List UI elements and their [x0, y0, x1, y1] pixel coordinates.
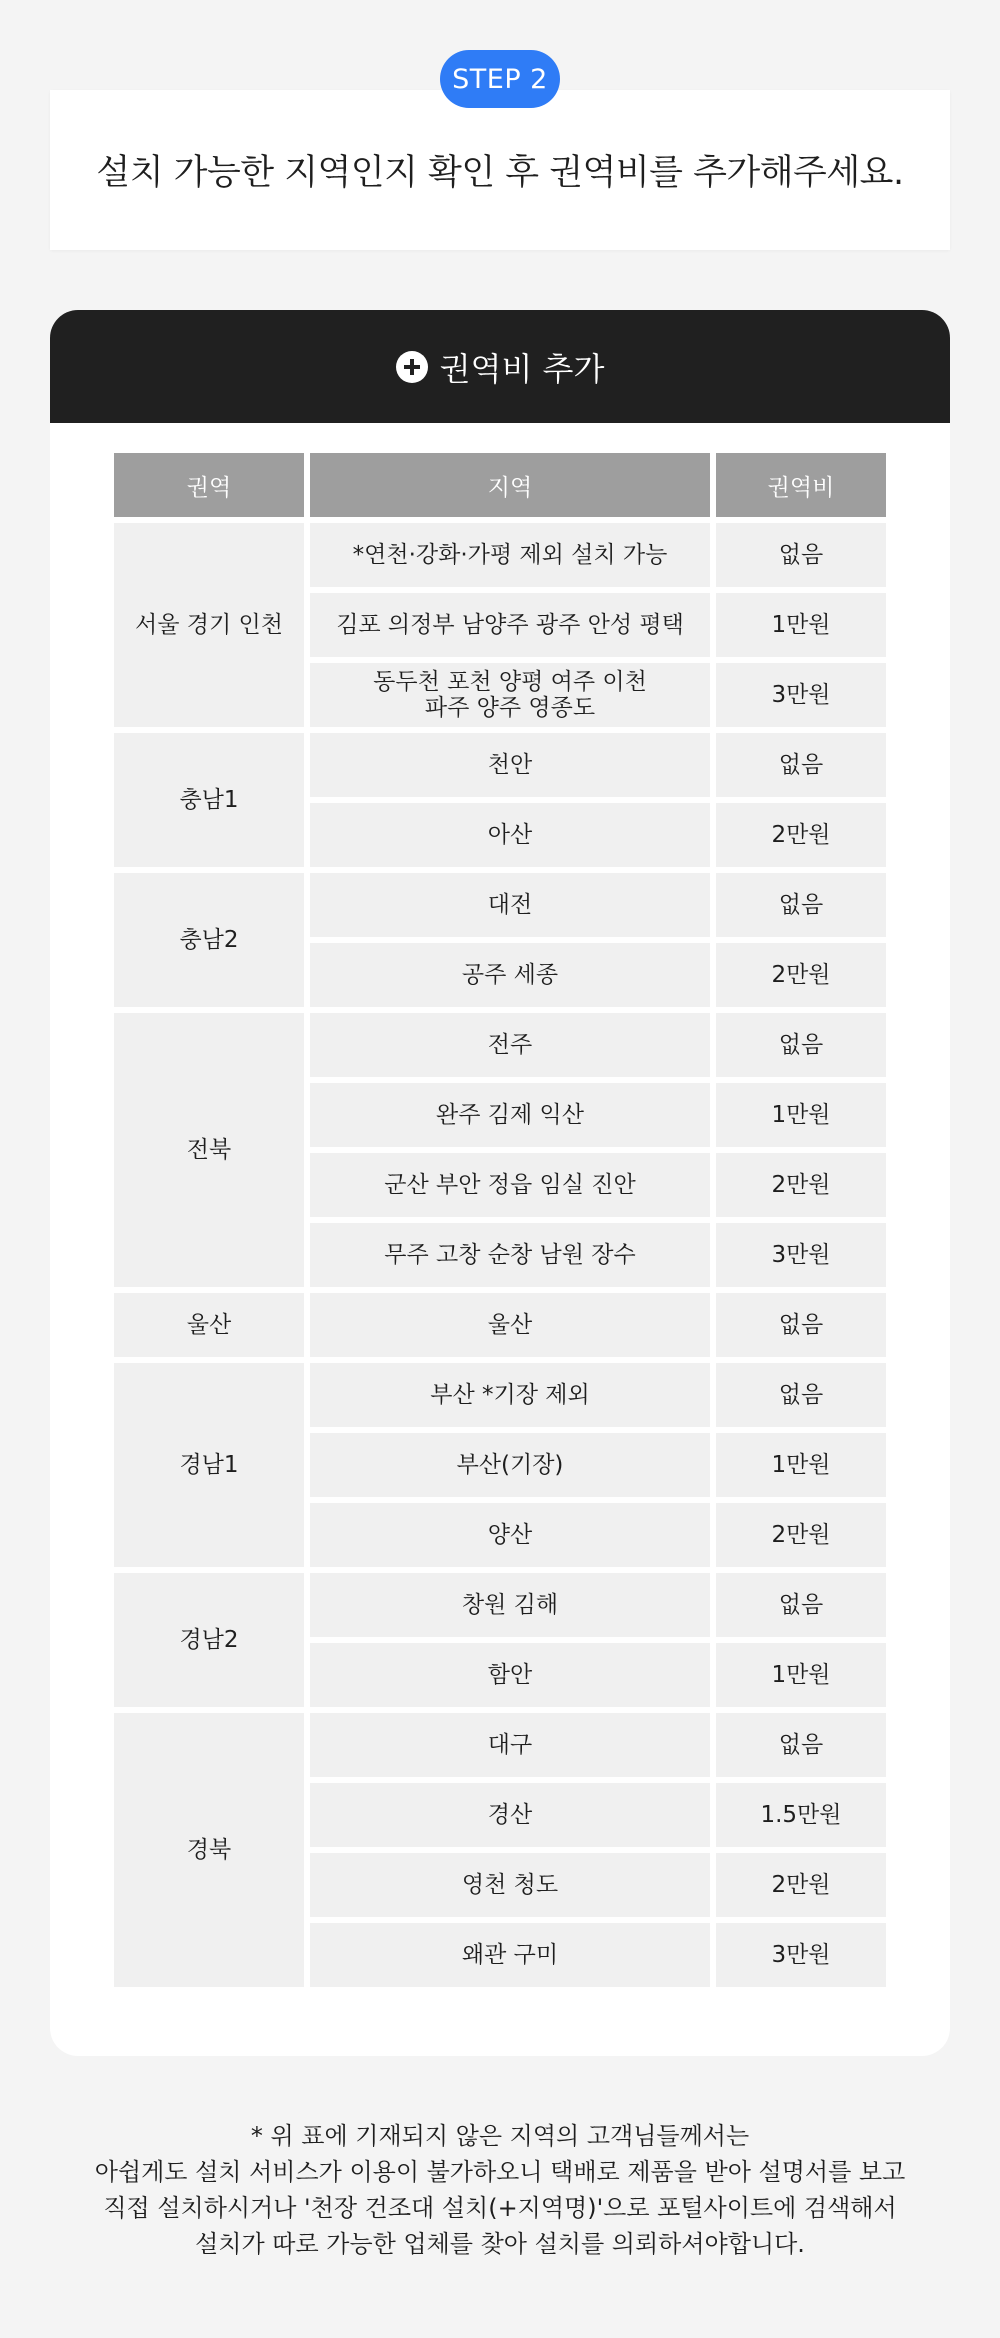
region-group-cell: 충남1 — [114, 733, 304, 867]
region-group-cell: 경남1 — [114, 1363, 304, 1567]
area-cell: 울산 — [310, 1293, 710, 1357]
region-group-cell: 충남2 — [114, 873, 304, 1007]
fee-cell: 2만원 — [716, 1503, 886, 1567]
fee-cell: 1만원 — [716, 1433, 886, 1497]
table-row — [114, 733, 886, 797]
table-row — [114, 1363, 886, 1427]
card-title: 권역비 추가 — [439, 349, 605, 388]
fee-cell: 3만원 — [716, 663, 886, 727]
region-fee-card — [50, 310, 950, 2056]
fee-cell: 없음 — [716, 1293, 886, 1357]
fee-cell: 1만원 — [716, 1083, 886, 1147]
area-cell: 공주 세종 — [310, 943, 710, 1007]
region-fee-table — [108, 447, 892, 1993]
fee-cell: 2만원 — [716, 943, 886, 1007]
area-cell: 영천 청도 — [310, 1853, 710, 1917]
area-cell: *연천·강화·가평 제외 설치 가능 — [310, 523, 710, 587]
footnote — [0, 2118, 1000, 2262]
area-cell: 창원 김해 — [310, 1573, 710, 1637]
fee-cell: 없음 — [716, 1363, 886, 1427]
footnote-line: * 위 표에 기재되지 않은 지역의 고객님들께서는 — [250, 2122, 750, 2150]
table-row — [114, 873, 886, 937]
fee-cell: 2만원 — [716, 803, 886, 867]
fee-cell: 1만원 — [716, 593, 886, 657]
plus-circle-icon — [396, 351, 428, 383]
area-cell: 왜관 구미 — [310, 1923, 710, 1987]
area-cell: 대전 — [310, 873, 710, 937]
header-region-group: 권역 — [114, 453, 304, 517]
area-cell: 완주 김제 익산 — [310, 1083, 710, 1147]
fee-cell: 3만원 — [716, 1223, 886, 1287]
footnote-line: 직접 설치하시거나 '천장 건조대 설치(+지역명)'으로 포털사이트에 검색해서 — [103, 2194, 897, 2222]
table-row — [114, 1573, 886, 1637]
card-header — [50, 310, 950, 423]
area-cell: 양산 — [310, 1503, 710, 1567]
region-group-cell: 경남2 — [114, 1573, 304, 1707]
area-cell: 부산(기장) — [310, 1433, 710, 1497]
table-row — [114, 1713, 886, 1777]
area-cell: 군산 부안 정읍 임실 진안 — [310, 1153, 710, 1217]
footnote-line: 아쉽게도 설치 서비스가 이용이 불가하오니 택배로 제품을 받아 설명서를 보고 — [94, 2158, 906, 2186]
fee-cell: 1.5만원 — [716, 1783, 886, 1847]
fee-cell: 없음 — [716, 1713, 886, 1777]
fee-cell: 없음 — [716, 523, 886, 587]
region-group-cell: 울산 — [114, 1293, 304, 1357]
fee-cell: 2만원 — [716, 1153, 886, 1217]
fee-cell: 1만원 — [716, 1643, 886, 1707]
region-group-cell: 서울 경기 인천 — [114, 523, 304, 727]
fee-cell: 없음 — [716, 1013, 886, 1077]
area-cell: 무주 고창 순창 남원 장수 — [310, 1223, 710, 1287]
area-cell: 아산 — [310, 803, 710, 867]
footnote-line: 설치가 따로 가능한 업체를 찾아 설치를 의뢰하셔야합니다. — [195, 2230, 805, 2258]
area-cell: 부산 *기장 제외 — [310, 1363, 710, 1427]
table-header-row — [114, 453, 886, 517]
fee-cell: 없음 — [716, 733, 886, 797]
table-row — [114, 1013, 886, 1077]
step-badge: STEP 2 — [440, 50, 560, 108]
region-group-cell: 경북 — [114, 1713, 304, 1987]
area-cell: 전주 — [310, 1013, 710, 1077]
step-instruction: 설치 가능한 지역인지 확인 후 권역비를 추가해주세요. — [96, 153, 904, 193]
area-cell: 대구 — [310, 1713, 710, 1777]
region-group-cell: 전북 — [114, 1013, 304, 1287]
fee-cell: 없음 — [716, 1573, 886, 1637]
step-panel — [50, 90, 950, 250]
area-cell: 동두천 포천 양평 여주 이천 파주 양주 영종도 — [310, 663, 710, 727]
table-row — [114, 523, 886, 587]
header-area: 지역 — [310, 453, 710, 517]
fee-cell: 없음 — [716, 873, 886, 937]
area-cell: 경산 — [310, 1783, 710, 1847]
fee-cell: 3만원 — [716, 1923, 886, 1987]
table-body — [114, 523, 886, 1987]
header-fee: 권역비 — [716, 453, 886, 517]
fee-cell: 2만원 — [716, 1853, 886, 1917]
table-row — [114, 1293, 886, 1357]
area-cell: 김포 의정부 남양주 광주 안성 평택 — [310, 593, 710, 657]
area-cell: 천안 — [310, 733, 710, 797]
area-cell: 함안 — [310, 1643, 710, 1707]
